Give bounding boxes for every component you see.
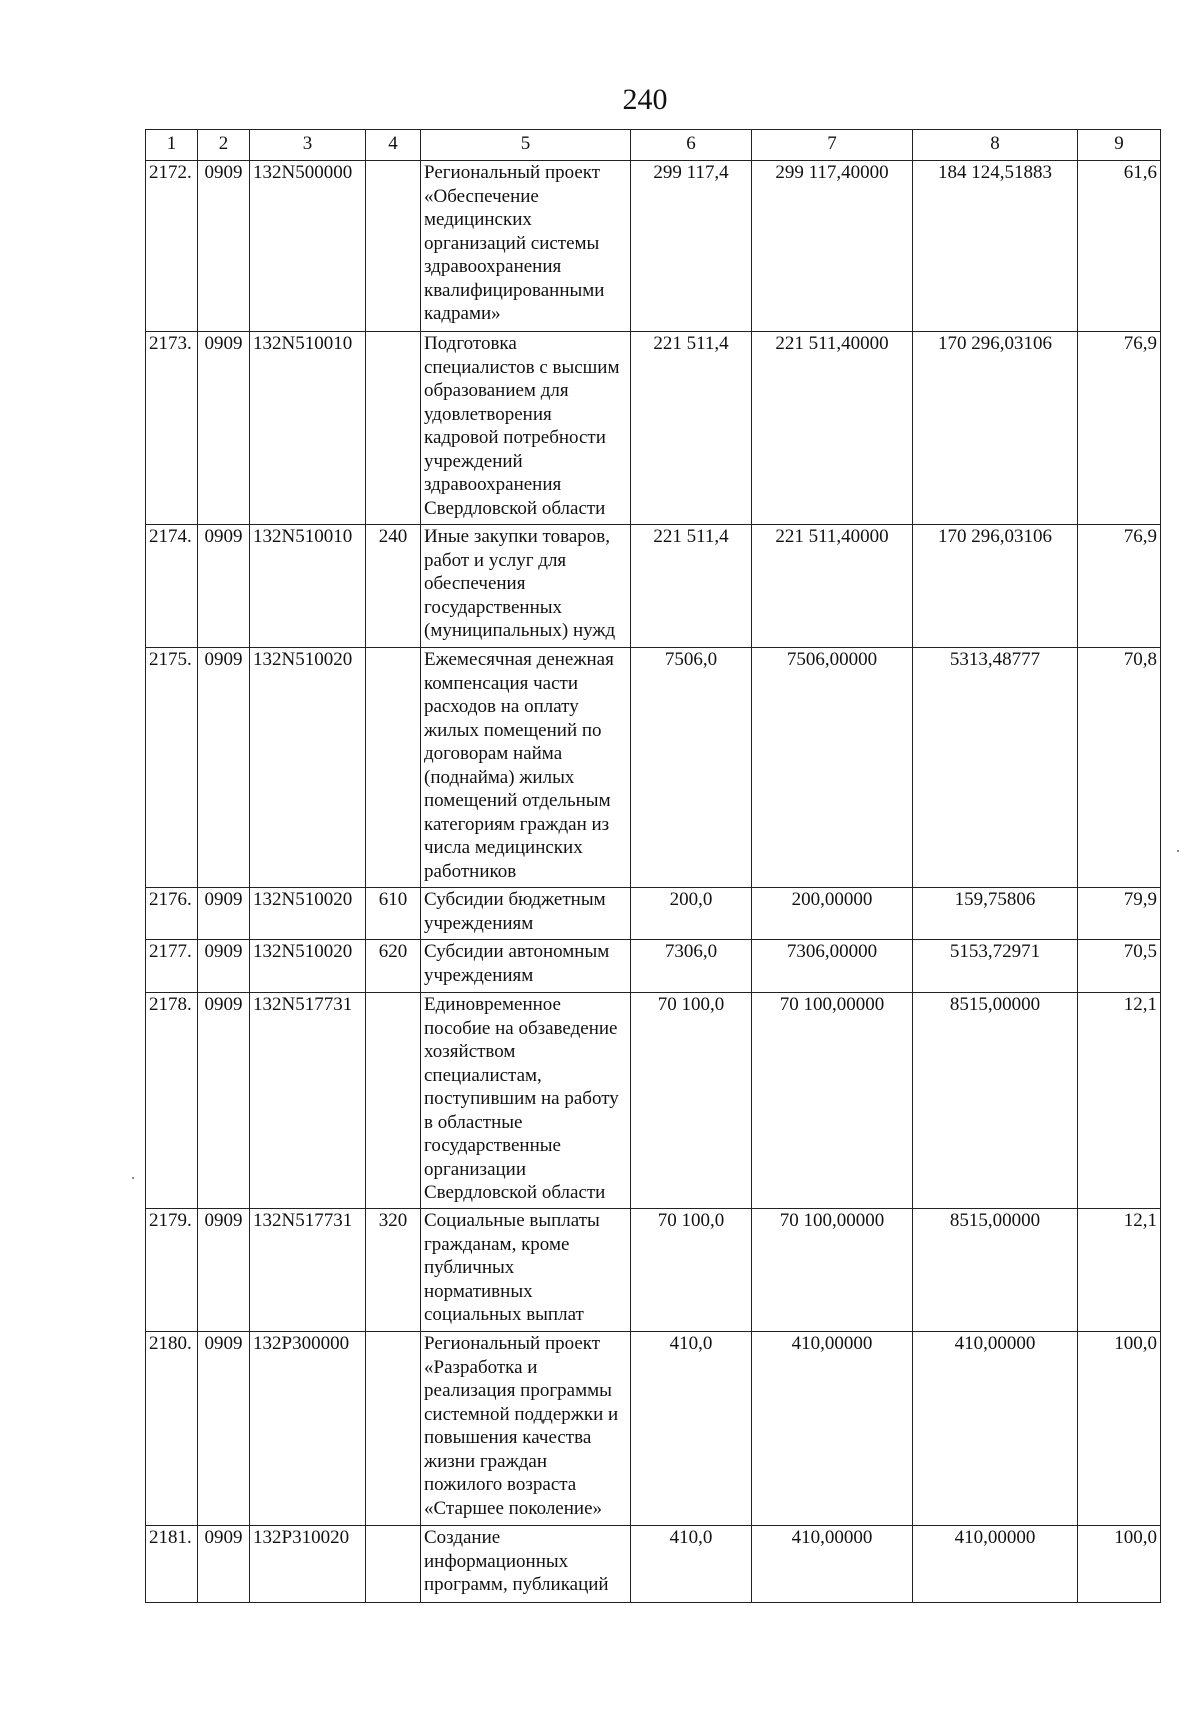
table-row xyxy=(146,888,1161,940)
expense-type-code xyxy=(366,1526,421,1603)
value-col-6: 410,0 xyxy=(631,1332,752,1526)
table-row xyxy=(146,993,1161,1209)
item-name: Субсидии бюджетным учреждениям xyxy=(421,888,631,940)
value-col-6: 221 511,4 xyxy=(631,525,752,648)
target-article-code: 132N517731 xyxy=(250,1209,366,1332)
row-number: 2178. xyxy=(146,993,198,1209)
value-col-6: 221 511,4 xyxy=(631,332,752,525)
column-header: 5 xyxy=(421,130,631,161)
row-number: 2172. xyxy=(146,161,198,332)
target-article-code: 132N500000 xyxy=(250,161,366,332)
value-col-6: 200,0 xyxy=(631,888,752,940)
value-col-8: 8515,00000 xyxy=(913,993,1078,1209)
value-col-9: 61,6 xyxy=(1078,161,1161,332)
item-name: Социальные выплаты гражданам, кроме публичных нормативных социальных выплат xyxy=(421,1209,631,1332)
row-number: 2176. xyxy=(146,888,198,940)
table-row xyxy=(146,1526,1161,1603)
value-col-8: 170 296,03106 xyxy=(913,332,1078,525)
value-col-7: 200,00000 xyxy=(752,888,913,940)
value-col-8: 5153,72971 xyxy=(913,940,1078,993)
value-col-9: 79,9 xyxy=(1078,888,1161,940)
value-col-7: 221 511,40000 xyxy=(752,525,913,648)
value-col-7: 299 117,40000 xyxy=(752,161,913,332)
value-col-7: 221 511,40000 xyxy=(752,332,913,525)
target-article-code: 132N510020 xyxy=(250,648,366,888)
page-number: 240 xyxy=(622,83,668,116)
section-code: 0909 xyxy=(198,1209,250,1332)
expense-type-code xyxy=(366,648,421,888)
row-number: 2174. xyxy=(146,525,198,648)
scan-speck xyxy=(132,1177,134,1179)
column-header: 4 xyxy=(366,130,421,161)
scan-speck xyxy=(1177,850,1179,852)
value-col-7: 7306,00000 xyxy=(752,940,913,993)
expense-type-code: 320 xyxy=(366,1209,421,1332)
section-code: 0909 xyxy=(198,525,250,648)
expense-type-code xyxy=(366,332,421,525)
table-row xyxy=(146,332,1161,525)
row-number: 2180. xyxy=(146,1332,198,1526)
table-row xyxy=(146,1209,1161,1332)
expense-type-code: 620 xyxy=(366,940,421,993)
expense-type-code xyxy=(366,993,421,1209)
section-code: 0909 xyxy=(198,940,250,993)
section-code: 0909 xyxy=(198,888,250,940)
value-col-6: 7506,0 xyxy=(631,648,752,888)
section-code: 0909 xyxy=(198,648,250,888)
value-col-8: 170 296,03106 xyxy=(913,525,1078,648)
value-col-9: 76,9 xyxy=(1078,525,1161,648)
section-code: 0909 xyxy=(198,1526,250,1603)
target-article-code: 132N517731 xyxy=(250,993,366,1209)
target-article-code: 132P300000 xyxy=(250,1332,366,1526)
expense-type-code xyxy=(366,1332,421,1526)
column-header: 8 xyxy=(913,130,1078,161)
row-number: 2175. xyxy=(146,648,198,888)
expense-type-code xyxy=(366,161,421,332)
row-number: 2173. xyxy=(146,332,198,525)
item-name: Создание информационных программ, публикаций xyxy=(421,1526,631,1603)
value-col-8: 5313,48777 xyxy=(913,648,1078,888)
row-number: 2179. xyxy=(146,1209,198,1332)
value-col-6: 410,0 xyxy=(631,1526,752,1603)
table-row xyxy=(146,648,1161,888)
item-name: Иные закупки товаров, работ и услуг для обеспечения государственных (муниципальных) нужд xyxy=(421,525,631,648)
value-col-7: 70 100,00000 xyxy=(752,1209,913,1332)
value-col-6: 70 100,0 xyxy=(631,993,752,1209)
column-header: 1 xyxy=(146,130,198,161)
item-name: Субсидии автономным учреждениям xyxy=(421,940,631,993)
target-article-code: 132N510010 xyxy=(250,525,366,648)
row-number: 2177. xyxy=(146,940,198,993)
budget-table xyxy=(145,129,1161,1603)
header-row xyxy=(146,130,1161,161)
value-col-9: 12,1 xyxy=(1078,993,1161,1209)
target-article-code: 132N510010 xyxy=(250,332,366,525)
item-name: Ежемесячная денежная компенсация части расходов на оплату жилых помещений по договорам найма (поднайма) жилых помещений отдельным категориям граждан из числа медицинских работников xyxy=(421,648,631,888)
item-name: Подготовка специалистов с высшим образованием для удовлетворения кадровой потребности учреждений здравоохранения Свердловской области xyxy=(421,332,631,525)
item-name: Региональный проект «Обеспечение медицинских организаций системы здравоохранения квалифицированными кадрами» xyxy=(421,161,631,332)
value-col-9: 12,1 xyxy=(1078,1209,1161,1332)
section-code: 0909 xyxy=(198,332,250,525)
value-col-6: 299 117,4 xyxy=(631,161,752,332)
value-col-7: 410,00000 xyxy=(752,1526,913,1603)
value-col-8: 159,75806 xyxy=(913,888,1078,940)
column-header: 9 xyxy=(1078,130,1161,161)
column-header: 3 xyxy=(250,130,366,161)
column-header: 7 xyxy=(752,130,913,161)
value-col-7: 7506,00000 xyxy=(752,648,913,888)
section-code: 0909 xyxy=(198,1332,250,1526)
value-col-9: 70,5 xyxy=(1078,940,1161,993)
value-col-8: 410,00000 xyxy=(913,1332,1078,1526)
value-col-8: 184 124,51883 xyxy=(913,161,1078,332)
expense-type-code: 610 xyxy=(366,888,421,940)
table-row xyxy=(146,1332,1161,1526)
value-col-8: 410,00000 xyxy=(913,1526,1078,1603)
expense-type-code: 240 xyxy=(366,525,421,648)
value-col-8: 8515,00000 xyxy=(913,1209,1078,1332)
target-article-code: 132N510020 xyxy=(250,888,366,940)
table-row xyxy=(146,940,1161,993)
table-row xyxy=(146,525,1161,648)
item-name: Единовременное пособие на обзаведение хозяйством специалистам, поступившим на работу в областные государственные организации Свердловской области xyxy=(421,993,631,1209)
value-col-9: 100,0 xyxy=(1078,1526,1161,1603)
column-header: 6 xyxy=(631,130,752,161)
value-col-9: 100,0 xyxy=(1078,1332,1161,1526)
value-col-9: 70,8 xyxy=(1078,648,1161,888)
value-col-9: 76,9 xyxy=(1078,332,1161,525)
section-code: 0909 xyxy=(198,993,250,1209)
value-col-7: 70 100,00000 xyxy=(752,993,913,1209)
section-code: 0909 xyxy=(198,161,250,332)
target-article-code: 132N510020 xyxy=(250,940,366,993)
value-col-6: 7306,0 xyxy=(631,940,752,993)
item-name: Региональный проект «Разработка и реализация программы системной поддержки и повышения качества жизни граждан пожилого возраста «Старшее поколение» xyxy=(421,1332,631,1526)
target-article-code: 132P310020 xyxy=(250,1526,366,1603)
table-row xyxy=(146,161,1161,332)
value-col-7: 410,00000 xyxy=(752,1332,913,1526)
row-number: 2181. xyxy=(146,1526,198,1603)
value-col-6: 70 100,0 xyxy=(631,1209,752,1332)
column-header: 2 xyxy=(198,130,250,161)
